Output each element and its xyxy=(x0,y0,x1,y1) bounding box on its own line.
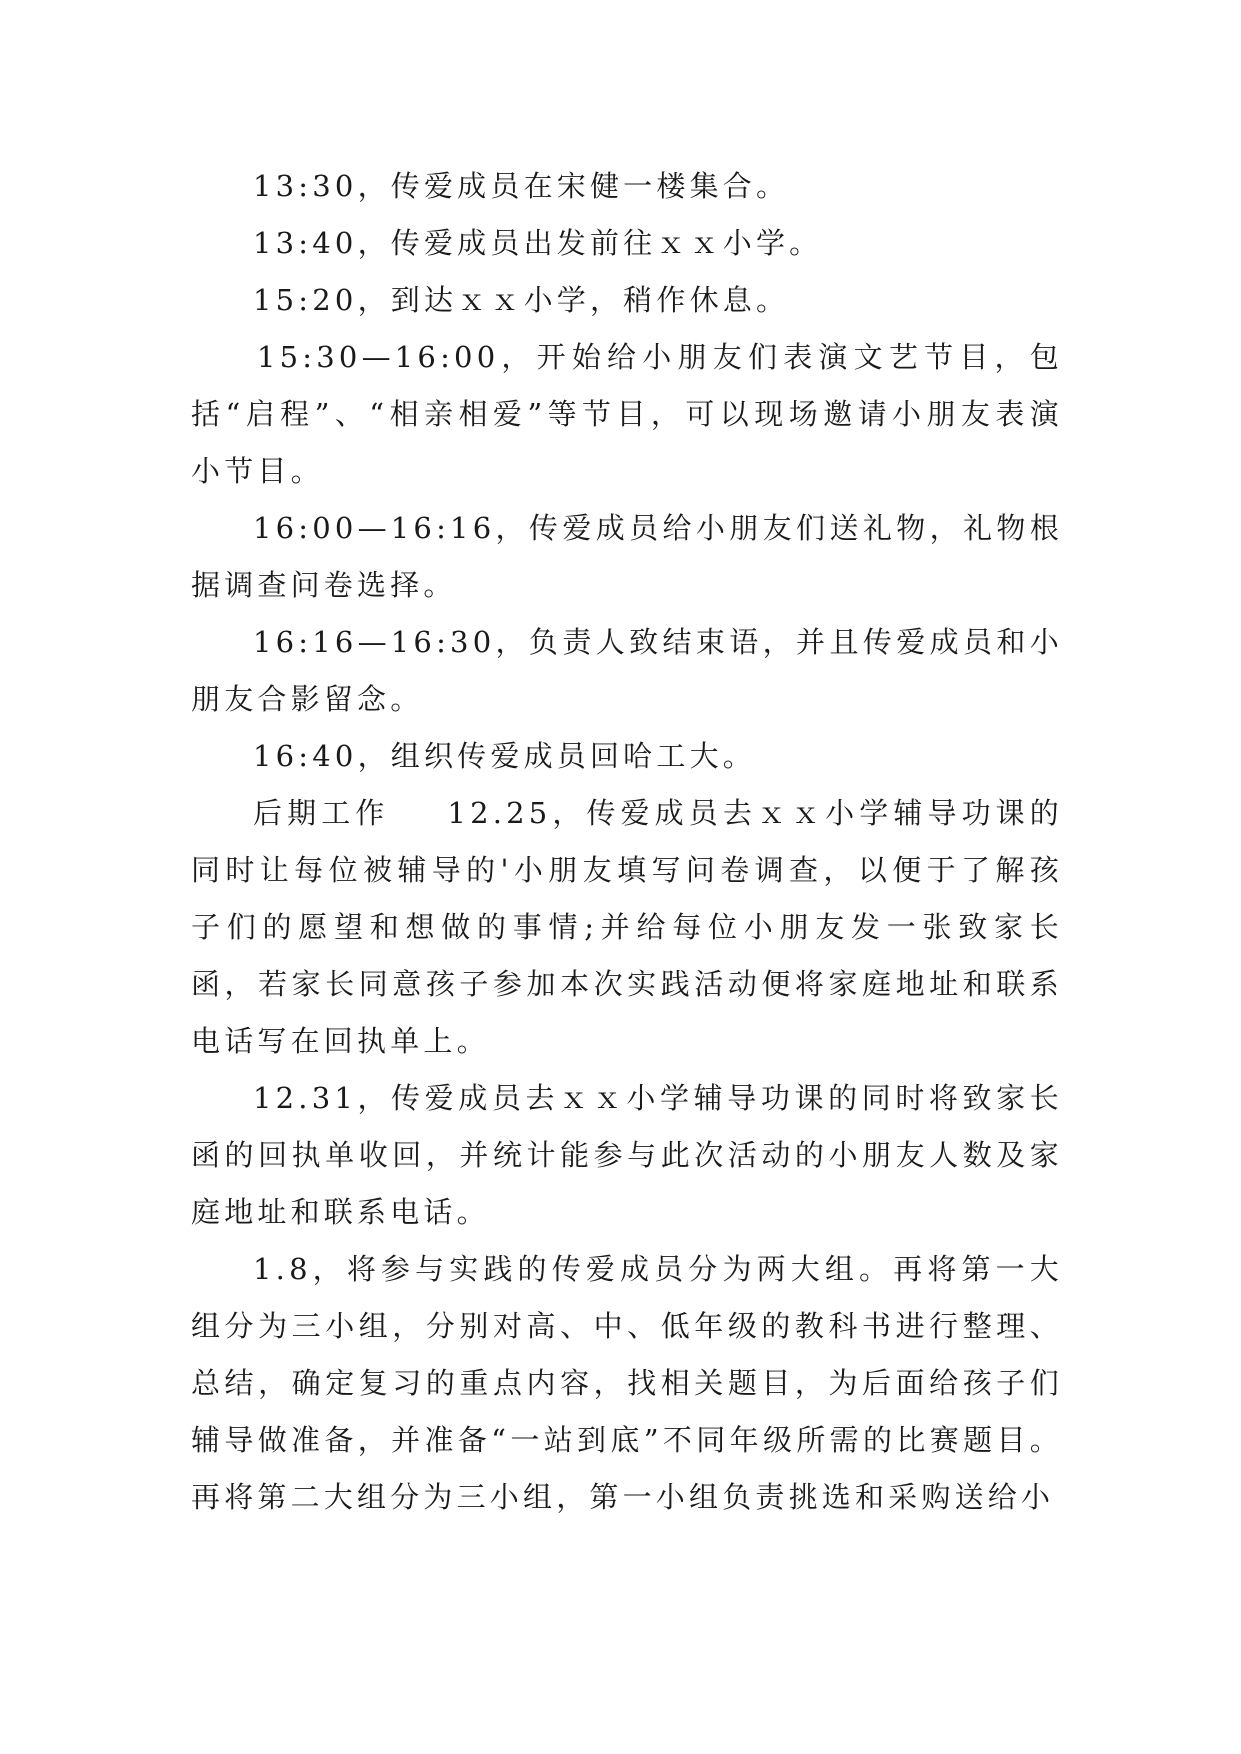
paragraph-later-work xyxy=(191,785,1063,1070)
paragraph-1616-1630: 16:16—16:30，负责人致结束语，并且传爱成员和小朋友合影留念。 xyxy=(191,625,1063,716)
document-body xyxy=(191,158,1063,1526)
later-work-text: 12.25，传爱成员去ｘｘ小学辅导功课的同时让每位被辅导的'小朋友填写问卷调查，以便于了解孩子们的愿望和想做的事情;并给每位小朋友发一张致家长函，若家长同意孩子参加本次实践活动便将家庭地址和联系电话写在回执单上。 xyxy=(191,796,1063,1058)
paragraph-1530-1600: 15:30—16:00，开始给小朋友们表演文艺节目，包括“启程”、“相亲相爱”等节目，可以现场邀请小朋友表演小节目。 xyxy=(191,340,1063,488)
paragraph-1600-1616: 16:00—16:16，传爱成员给小朋友们送礼物，礼物根据调查问卷选择。 xyxy=(191,511,1063,602)
paragraph-1640: 16:40，组织传爱成员回哈工大。 xyxy=(253,739,756,773)
paragraph-1231: 12.31，传爱成员去ｘｘ小学辅导功课的同时将致家长函的回执单收回，并统计能参与此次活动的小朋友人数及家庭地址和联系电话。 xyxy=(191,1081,1063,1229)
paragraph-1520: 15:20，到达ｘｘ小学，稍作休息。 xyxy=(253,283,790,317)
paragraph-1340: 13:40，传爱成员出发前往ｘｘ小学。 xyxy=(253,226,823,260)
paragraph-18: 1.8，将参与实践的传爱成员分为两大组。再将第一大组分为三小组，分别对高、中、低年级的教科书进行整理、总结，确定复习的重点内容，找相关题目，为后面给孩子们辅导做准备，并准备“一站到底”不同年级所需的比赛题目。再将第二大组分为三小组，第一小组负责挑选和采购送给小 xyxy=(191,1252,1063,1514)
paragraph-1330: 13:30，传爱成员在宋健一楼集合。 xyxy=(253,169,790,203)
later-work-heading: 后期工作 xyxy=(253,796,390,830)
